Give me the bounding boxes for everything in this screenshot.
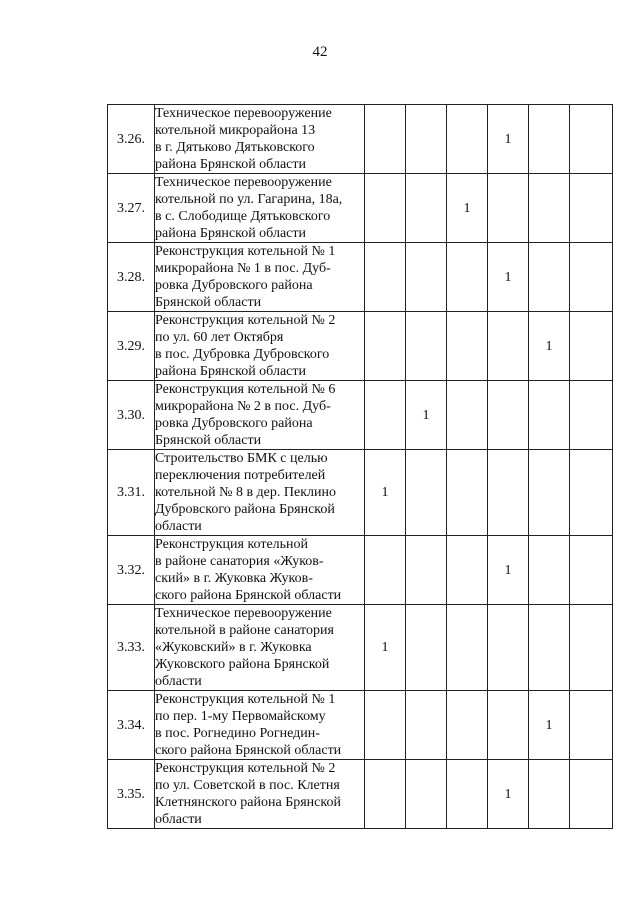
- year-cell-6: [570, 691, 613, 760]
- year-cell-4: 1: [488, 536, 529, 605]
- year-cell-2: 1: [406, 381, 447, 450]
- table-row: [108, 450, 613, 536]
- description-line: микрорайона № 2 в пос. Дуб-: [155, 399, 331, 414]
- row-number: 3.28.: [108, 243, 155, 312]
- description-line: Реконструкция котельной: [155, 537, 309, 552]
- description-line: Реконструкция котельной № 2: [155, 313, 336, 328]
- year-cell-5: [529, 450, 570, 536]
- table-row: [108, 312, 613, 381]
- page-number: 42: [312, 44, 328, 60]
- description-line: Клетнянского района Брянской: [155, 795, 341, 810]
- description-line: ский» в г. Жуковка Жуков-: [155, 571, 313, 586]
- year-cell-4: [488, 174, 529, 243]
- year-cell-6: [570, 536, 613, 605]
- description-line: в районе санатория «Жуков-: [155, 554, 324, 569]
- year-cell-4: [488, 605, 529, 691]
- year-cell-1: [365, 243, 406, 312]
- row-number: 3.35.: [108, 760, 155, 829]
- year-cell-6: [570, 174, 613, 243]
- row-description: [155, 760, 365, 829]
- description-line: Техническое перевооружение: [155, 175, 332, 190]
- row-description: [155, 605, 365, 691]
- description-line: ского района Брянской области: [155, 588, 342, 603]
- row-description: [155, 105, 365, 174]
- year-cell-4: [488, 450, 529, 536]
- description-line: «Жуковский» в г. Жуковка: [155, 640, 312, 655]
- description-line: котельной № 8 в дер. Пеклино: [155, 485, 336, 500]
- year-cell-3: [447, 381, 488, 450]
- row-description: [155, 174, 365, 243]
- year-cell-5: [529, 174, 570, 243]
- year-cell-3: [447, 605, 488, 691]
- description-line: области: [155, 674, 202, 689]
- row-description: [155, 536, 365, 605]
- year-cell-1: [365, 760, 406, 829]
- year-cell-2: [406, 536, 447, 605]
- row-description: [155, 691, 365, 760]
- row-number: 3.33.: [108, 605, 155, 691]
- row-number: 3.29.: [108, 312, 155, 381]
- description-line: Техническое перевооружение: [155, 106, 332, 121]
- year-cell-3: [447, 536, 488, 605]
- description-line: Жуковского района Брянской: [155, 657, 330, 672]
- year-cell-1: 1: [365, 450, 406, 536]
- year-cell-2: [406, 243, 447, 312]
- description-line: Брянской области: [155, 433, 262, 448]
- year-cell-2: [406, 312, 447, 381]
- year-cell-4: [488, 691, 529, 760]
- description-line: Техническое перевооружение: [155, 606, 332, 621]
- table-row: [108, 243, 613, 312]
- year-cell-6: [570, 312, 613, 381]
- year-cell-2: [406, 105, 447, 174]
- description-line: в с. Слободище Дятьковского: [155, 209, 331, 224]
- description-line: ского района Брянской области: [155, 743, 342, 758]
- year-cell-3: [447, 691, 488, 760]
- year-cell-2: [406, 450, 447, 536]
- year-cell-4: 1: [488, 760, 529, 829]
- description-line: области: [155, 519, 202, 534]
- description-line: района Брянской области: [155, 157, 306, 172]
- year-cell-1: [365, 105, 406, 174]
- works-table: [107, 104, 613, 829]
- year-cell-6: [570, 105, 613, 174]
- year-cell-6: [570, 381, 613, 450]
- description-line: в пос. Рогнедино Рогнедин-: [155, 726, 320, 741]
- table-row: [108, 105, 613, 174]
- description-line: в пос. Дубровка Дубровского: [155, 347, 330, 362]
- table-row: [108, 605, 613, 691]
- year-cell-5: [529, 105, 570, 174]
- row-description: [155, 450, 365, 536]
- year-cell-5: [529, 760, 570, 829]
- description-line: по ул. 60 лет Октября: [155, 330, 284, 345]
- year-cell-2: [406, 760, 447, 829]
- description-line: по пер. 1-му Первомайскому: [155, 709, 326, 724]
- row-number: 3.30.: [108, 381, 155, 450]
- year-cell-4: 1: [488, 105, 529, 174]
- description-line: переключения потребителей: [155, 468, 326, 483]
- year-cell-3: [447, 243, 488, 312]
- year-cell-2: [406, 691, 447, 760]
- year-cell-5: [529, 536, 570, 605]
- table-row: [108, 760, 613, 829]
- table-body: [108, 105, 613, 829]
- year-cell-2: [406, 174, 447, 243]
- year-cell-4: [488, 312, 529, 381]
- year-cell-6: [570, 243, 613, 312]
- year-cell-1: [365, 536, 406, 605]
- year-cell-3: [447, 105, 488, 174]
- row-number: 3.32.: [108, 536, 155, 605]
- description-line: Реконструкция котельной № 1: [155, 244, 336, 259]
- description-line: котельной по ул. Гагарина, 18а,: [155, 192, 343, 207]
- description-line: района Брянской области: [155, 226, 306, 241]
- year-cell-5: [529, 605, 570, 691]
- year-cell-5: 1: [529, 691, 570, 760]
- description-line: ровка Дубровского района: [155, 416, 313, 431]
- description-line: по ул. Советской в пос. Клетня: [155, 778, 340, 793]
- description-line: ровка Дубровского района: [155, 278, 313, 293]
- table-row: [108, 174, 613, 243]
- year-cell-1: [365, 691, 406, 760]
- row-number: 3.26.: [108, 105, 155, 174]
- description-line: котельной микрорайона 13: [155, 123, 316, 138]
- description-line: микрорайона № 1 в пос. Дуб-: [155, 261, 331, 276]
- year-cell-5: 1: [529, 312, 570, 381]
- description-line: Строительство БМК с целью: [155, 451, 328, 466]
- year-cell-1: 1: [365, 605, 406, 691]
- description-line: Реконструкция котельной № 6: [155, 382, 336, 397]
- year-cell-6: [570, 450, 613, 536]
- year-cell-1: [365, 312, 406, 381]
- year-cell-6: [570, 760, 613, 829]
- year-cell-1: [365, 381, 406, 450]
- year-cell-4: [488, 381, 529, 450]
- description-line: в г. Дятьково Дятьковского: [155, 140, 315, 155]
- description-line: котельной в районе санатория: [155, 623, 334, 638]
- year-cell-1: [365, 174, 406, 243]
- row-number: 3.31.: [108, 450, 155, 536]
- year-cell-3: [447, 450, 488, 536]
- year-cell-4: 1: [488, 243, 529, 312]
- row-description: [155, 381, 365, 450]
- table-row: [108, 536, 613, 605]
- description-line: Брянской области: [155, 295, 262, 310]
- year-cell-5: [529, 381, 570, 450]
- year-cell-3: [447, 312, 488, 381]
- row-description: [155, 312, 365, 381]
- row-number: 3.27.: [108, 174, 155, 243]
- description-line: Реконструкция котельной № 1: [155, 692, 336, 707]
- table-row: [108, 691, 613, 760]
- description-line: области: [155, 812, 202, 827]
- description-line: Реконструкция котельной № 2: [155, 761, 336, 776]
- year-cell-3: 1: [447, 174, 488, 243]
- description-line: района Брянской области: [155, 364, 306, 379]
- year-cell-6: [570, 605, 613, 691]
- row-number: 3.34.: [108, 691, 155, 760]
- year-cell-5: [529, 243, 570, 312]
- year-cell-2: [406, 605, 447, 691]
- row-description: [155, 243, 365, 312]
- year-cell-3: [447, 760, 488, 829]
- table-row: [108, 381, 613, 450]
- description-line: Дубровского района Брянской: [155, 502, 335, 517]
